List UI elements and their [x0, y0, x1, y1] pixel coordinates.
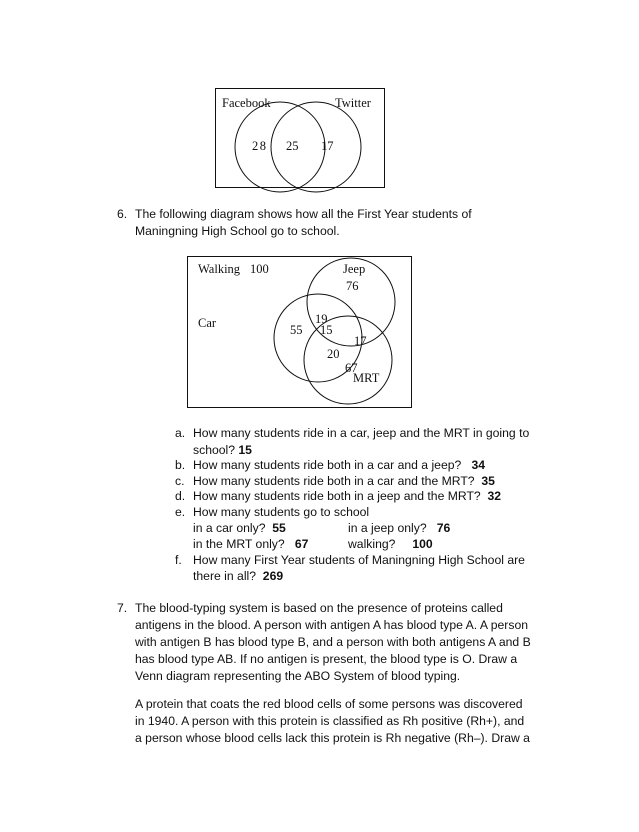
- part-c-answer: 35: [481, 474, 495, 488]
- q7-line2: antigens in the blood. A person with antigen A has blood type A. A person: [135, 618, 529, 632]
- q7-line5: Venn diagram representing the ABO System of blood typing.: [135, 669, 461, 683]
- mrt-only-value: 67: [345, 361, 358, 375]
- part-e-car: in a car only? 55: [193, 521, 286, 535]
- part-c-letter: c.: [175, 474, 185, 488]
- q6-number: 6.: [117, 207, 128, 221]
- part-d-text: How many students ride both in a jeep and the MRT? 32: [193, 489, 502, 503]
- walking-label: Walking: [198, 262, 241, 276]
- part-f-line2: there in all? 269: [193, 569, 284, 583]
- q7-line3: with antigen B has blood type B, and a person with both antigens A and B: [135, 635, 531, 649]
- part-e-jeep-answer: 76: [436, 521, 451, 535]
- part-a-letter: a.: [175, 426, 186, 440]
- part-e-walk-answer: 100: [412, 537, 433, 551]
- part-a-line1: How many students ride in a car, jeep and the MRT in going to: [193, 426, 530, 440]
- car-label: Car: [198, 316, 217, 330]
- part-b-answer: 34: [471, 458, 486, 472]
- jeep-mrt-value: 17: [354, 334, 367, 348]
- jeep-label: Jeep: [343, 262, 366, 276]
- q6-text-line2: Maningning High School go to school.: [135, 224, 340, 238]
- part-a-answer: 15: [238, 443, 252, 457]
- part-d-letter: d.: [175, 489, 186, 503]
- part-f-letter: f.: [175, 553, 182, 567]
- part-e-line1: How many students go to school: [193, 505, 370, 519]
- facebook-label: Facebook: [222, 96, 271, 110]
- car-jeep-value: 19: [315, 312, 328, 326]
- all-three-value: 15: [320, 323, 333, 337]
- both-value: 25: [286, 139, 299, 153]
- part-a-line2: school? 15: [193, 443, 252, 457]
- part-e-car-answer: 55: [272, 521, 286, 535]
- part-e-mrt-answer: 67: [294, 537, 309, 551]
- car-only-value: 55: [290, 323, 303, 337]
- q7-para2-line3: a person whose blood cells lack this protein is Rh negative (Rh–). Draw a: [135, 731, 530, 745]
- part-b-letter: b.: [175, 458, 186, 472]
- part-e-jeep: in a jeep only? 76: [348, 521, 451, 535]
- part-e-walk: walking? 100: [348, 537, 433, 551]
- part-e-letter: e.: [175, 505, 186, 519]
- jeep-only-value: 76: [346, 279, 359, 293]
- q6-text-line1: The following diagram shows how all the First Year students of: [135, 207, 472, 221]
- part-d-answer: 32: [487, 489, 502, 503]
- part-f-answer: 269: [262, 569, 284, 583]
- part-c-text: How many students ride both in a car and the MRT? 35: [193, 474, 495, 488]
- part-f-line1: How many First Year students of Maningning High School are: [193, 553, 525, 567]
- facebook-only-value: 28: [252, 139, 268, 153]
- q7-para2-line2: in 1940. A person with this protein is classified as Rh positive (Rh+), and: [135, 714, 525, 728]
- q7-number: 7.: [117, 601, 128, 615]
- q7-para2-line1: A protein that coats the red blood cells of some persons was discovered: [135, 697, 523, 711]
- mrt-label: MRT: [353, 371, 380, 385]
- part-e-mrt: in the MRT only? 67: [193, 537, 309, 551]
- twitter-label: Twitter: [335, 96, 371, 110]
- twitter-only-value: 17: [321, 139, 334, 153]
- car-mrt-value: 20: [327, 347, 340, 361]
- part-b-text: How many students ride both in a car and a jeep? 34: [193, 458, 486, 472]
- mrt-circle: [304, 316, 392, 404]
- q7-line4: has blood type AB. If no antigen is present, the blood type is O. Draw a: [135, 652, 518, 666]
- walking-value: 100: [250, 262, 269, 276]
- q7-line1: The blood-typing system is based on the presence of proteins called: [135, 601, 503, 615]
